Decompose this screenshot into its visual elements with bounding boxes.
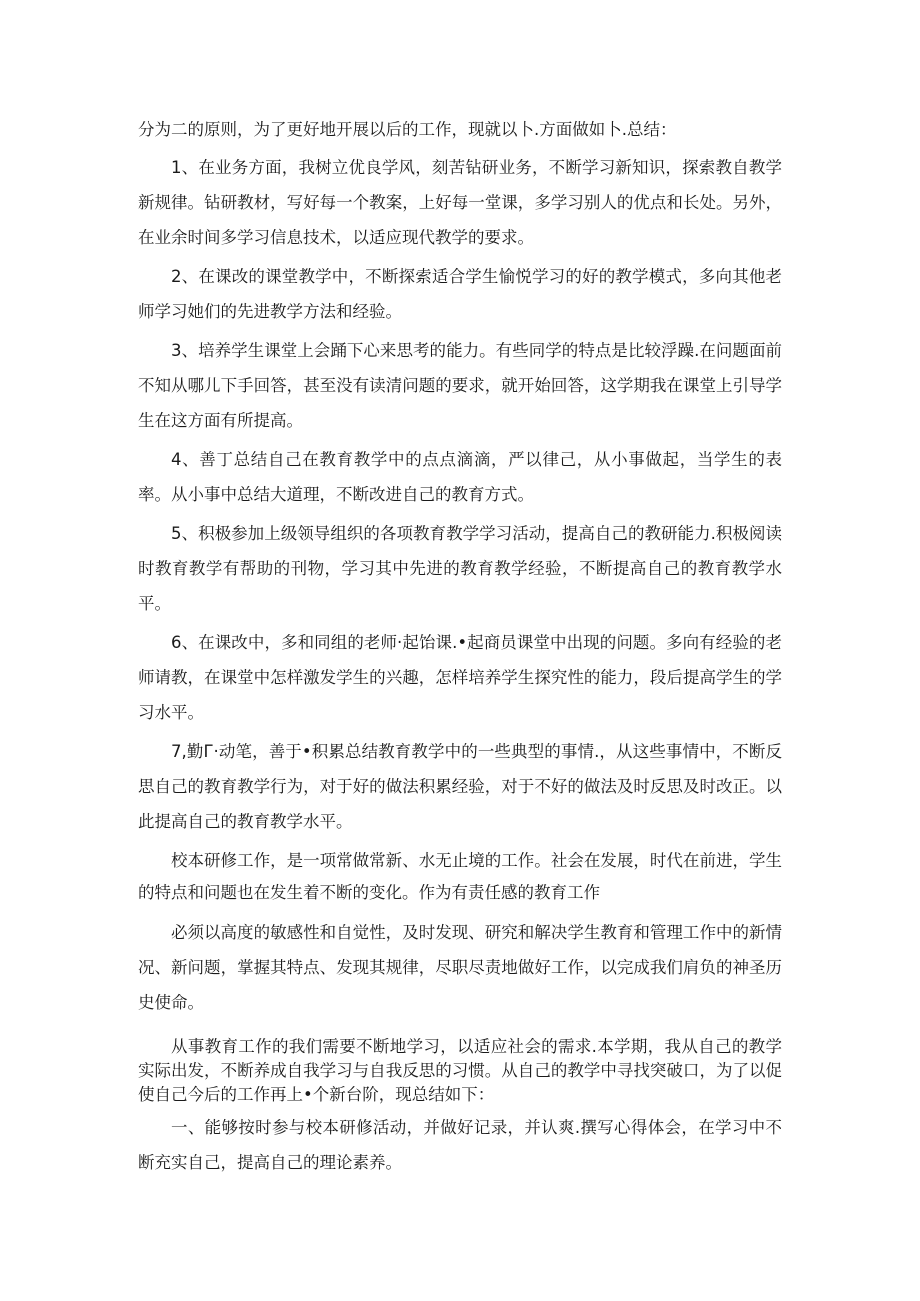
paragraph-item-1: 1、在业务方面，我树立优良学风，刻苦钻研业务，不断学习新知识，探索教自教学新规律。钻研教材，写好每一个教案，上好每一堂课，多学习别人的优点和长处。另外，在业余时间多学习信息技术，以适应现代教学的要求。 <box>138 158 782 247</box>
paragraph-intro: 分为二的原则，为了更好地开展以后的工作，现就以卜.方面做如卜.总结： <box>138 120 677 139</box>
paragraph-sensitivity: 必须以高度的敏感性和自觉性，及时发现、研究和解决学生教育和管理工作中的新情况、新问题，掌握其特点、发现其规律，尽职尽责地做好工作，以完成我们肩负的神圣历史使命。 <box>138 923 782 1012</box>
paragraph-learning: 从事教育工作的我们需要不断地学习，以适应社会的需求.本学期，我从自己的教学实际出发，不断养成自我学习与自我反思的习惯。从自己的教学中寻找突破口，为了以促使自己今后的工作再上•个新台阶，现总结如下： <box>138 1037 782 1104</box>
paragraph-item-3: 3、培养学生课堂上会踊下心来思考的能力。有些同学的特点是比较浮躁.在问题面前不知从哪儿下手回答，甚至没有读清问题的要求，就开始回答，这学期我在课堂上引导学生在这方面有所提高。 <box>138 341 782 430</box>
paragraph-item-5: 5、积极参加上级领导组织的各项教育教学学习活动，提高自己的教研能力.积极阅读时教育教学有帮助的刊物，学习其中先进的教育教学经验，不断提高自己的教育教学水平。 <box>138 524 782 613</box>
paragraph-item-2: 2、在课改的课堂教学中，不断探索适合学生愉悦学习的好的教学模式，多向其他老师学习她们的先进教学方法和经验。 <box>138 267 782 321</box>
paragraph-school-research: 校本研修工作，是一项常做常新、水无止境的工作。社会在发展，时代在前进，学生的特点和问题也在发生着不断的变化。作为有责任感的教育工作 <box>138 851 782 902</box>
paragraph-section-one: 一、能够按时参与校本研修活动，并做好记录，并认爽.撰写心得体会，在学习中不断充实自己，提高自己的理论素养。 <box>138 1118 782 1172</box>
paragraph-item-4: 4、善丁总结自己在教育教学中的点点滴滴，严以律己，从小事做起，当学生的表率。从小事中总结大道理，不断改进自己的教育方式。 <box>138 450 782 504</box>
paragraph-item-7: 7,勤Г·动笔，善于•积累总结教育教学中的一些典型的事情.，从这些事情中，不断反思自己的教育教学行为，对于好的做法积累经验，对于不好的做法及时反思及时改正。以此提高自己的教育教学水平。 <box>138 742 782 831</box>
paragraph-item-6: 6、在课改中，多和同组的老师·起饴课.•起商员课堂中出现的问题。多向有经验的老师请教，在课堂中怎样激发学生的兴趣，怎样培养学生探究性的能力，段后提高学生的学习水平。 <box>138 633 782 722</box>
